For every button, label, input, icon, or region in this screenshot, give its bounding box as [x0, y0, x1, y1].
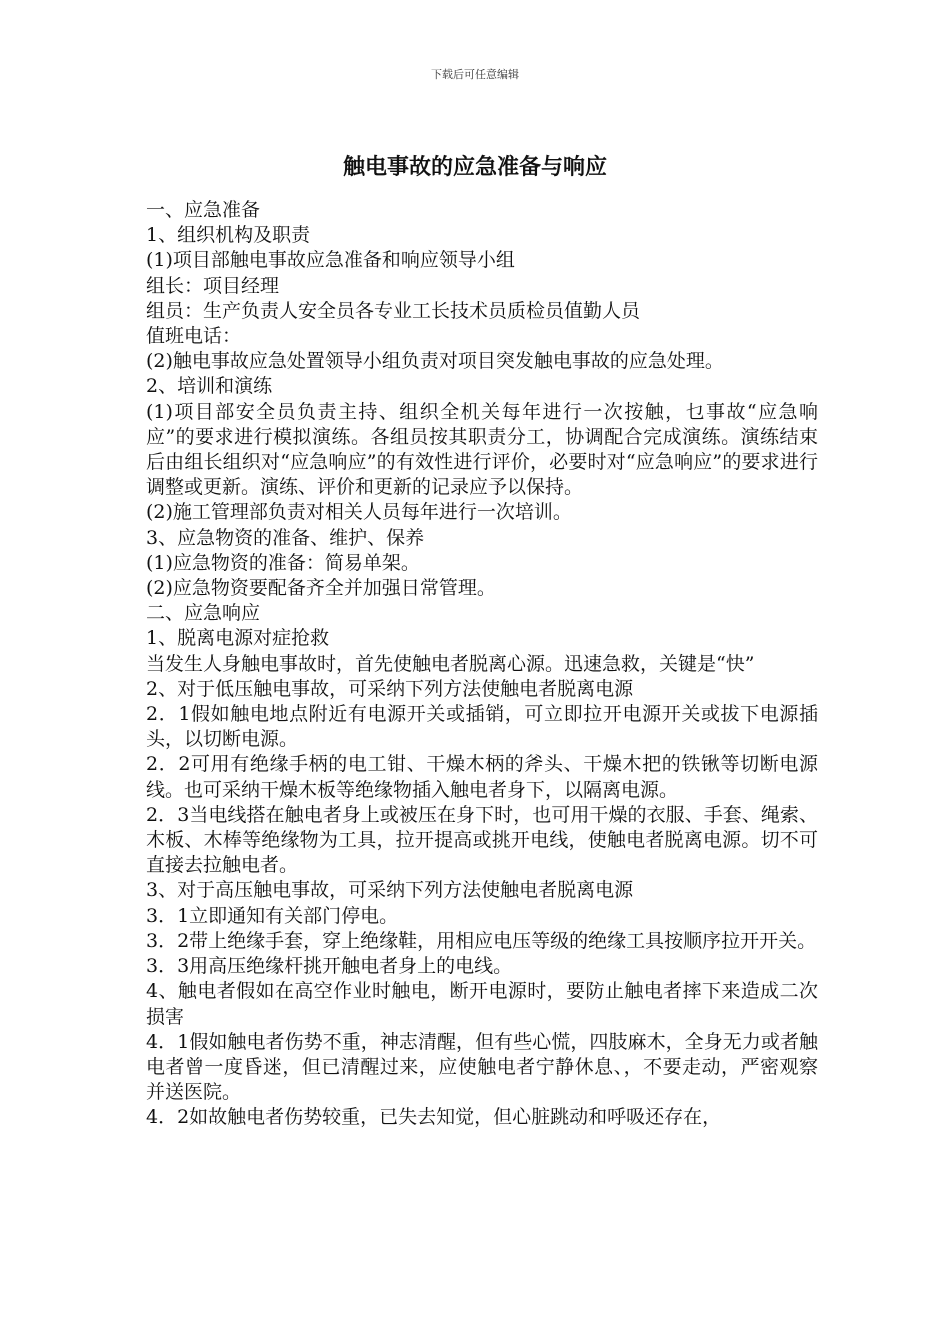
paragraph: 3．2带上绝缘手套，穿上绝缘鞋，用相应电压等级的绝缘工具按顺序拉开开关。	[146, 929, 817, 952]
paragraph: 3．1立即通知有关部门停电。	[146, 904, 399, 927]
paragraph: 当发生人身触电事故时，首先使触电者脱离心源。迅速急救，关键是“快”	[146, 652, 755, 675]
document-body	[146, 198, 818, 1131]
paragraph: 2．1假如触电地点附近有电源开关或插销，可立即拉开电源开关或拔下电源插头，以切断电源。	[146, 703, 818, 751]
paragraph: 4．2如故触电者伤势较重，已失去知觉，但心脏跳动和呼吸还存在，	[146, 1106, 722, 1129]
subsection-heading: 4、触电者假如在高空作业时触电，断开电源时，要防止触电者摔下来造成二次损害	[146, 980, 818, 1028]
paragraph: (1)项目部安全员负责主持、组织全机关每年进行一次按触，乜事故“应急响应”的要求进行模拟演练。各组员按其职责分工，协调配合完成演练。演练结束后由组长组织对“应急响应”的有效性进行评价，必要时对“应急响应”的要求进行调整或更新。演练、评价和更新的记录应予以保持。	[146, 400, 818, 499]
section-heading: 二、应急响应	[146, 602, 261, 625]
page-header-note: 下载后可任意编辑	[431, 68, 519, 81]
paragraph: (2)应急物资要配备齐全并加强日常管理。	[146, 577, 496, 600]
subsection-heading: 3、对于高压触电事故，可采纳下列方法使触电者脱离电源	[146, 879, 634, 902]
paragraph: (2)触电事故应急处置领导小组负责对项目突发触电事故的应急处理。	[146, 350, 724, 373]
paragraph: 组长：项目经理	[146, 274, 280, 297]
paragraph: 2．3当电线搭在触电者身上或被压在身下时，也可用干燥的衣服、手套、绳索、木板、木棒等绝缘物为工具，拉开提高或挑开电线，使触电者脱离电源。切不可直接去拉触电者。	[146, 803, 818, 877]
paragraph: 组员：生产负责人安全员各专业工长技术员质检员值勤人员	[146, 299, 641, 322]
section-heading: 一、应急准备	[146, 199, 261, 221]
paragraph: (1)项目部触电事故应急准备和响应领导小组	[146, 249, 515, 272]
paragraph: 2．2可用有绝缘手柄的电工钳、干燥木柄的斧头、干燥木把的铁锹等切断电源线。也可采纳干燥木板等绝缘物插入触电者身下，以隔离电源。	[146, 753, 818, 801]
subsection-heading: 1、脱离电源对症抢救	[146, 627, 330, 650]
subsection-heading: 2、对于低压触电事故，可采纳下列方法使触电者脱离电源	[146, 677, 634, 700]
subsection-heading: 3、应急物资的准备、维护、保养	[146, 526, 425, 549]
document-title: 触电事故的应急准备与响应	[342, 155, 607, 180]
paragraph: (2)施工管理部负责对相关人员每年进行一次培训。	[146, 501, 572, 524]
subsection-heading: 1、组织机构及职责	[146, 224, 311, 247]
paragraph: (1)应急物资的准备：简易单架。	[146, 551, 420, 574]
paragraph: 3．3用高压绝缘杆挑开触电者身上的电线。	[146, 955, 513, 978]
subsection-heading: 2、培训和演练	[146, 375, 273, 398]
paragraph: 值班电话：	[146, 325, 242, 348]
paragraph: 4．1假如触电者伤势不重，神志清醒，但有些心慌，四肢麻木，全身无力或者触电者曾一度昏迷，但已清醒过来，应使触电者宁静休息、，不要走动，严密观察并送医院。	[146, 1030, 818, 1104]
